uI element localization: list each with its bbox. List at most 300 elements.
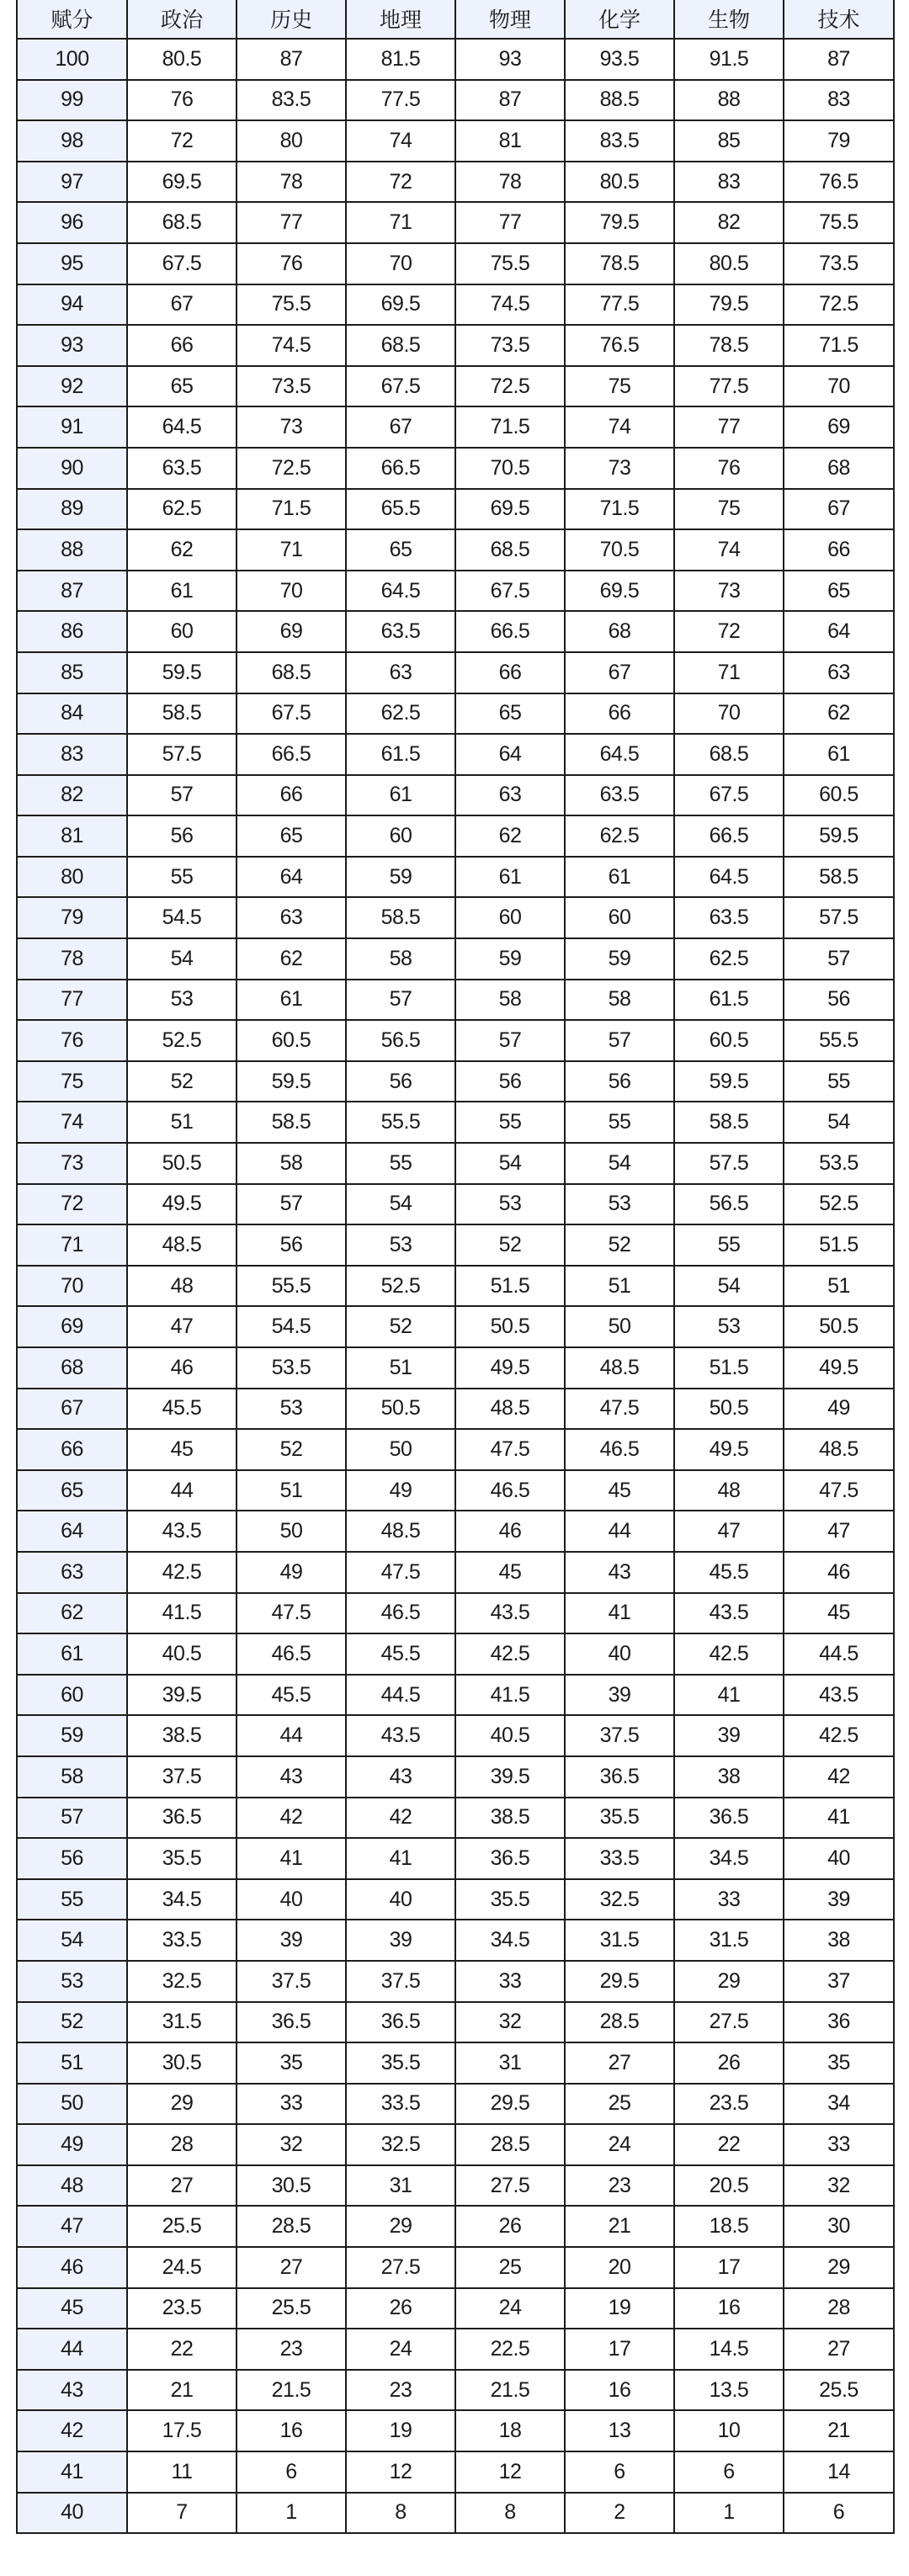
cell-geography: 50.5 bbox=[346, 1389, 455, 1430]
cell-chemistry: 69.5 bbox=[565, 571, 674, 612]
cell-physics: 29.5 bbox=[455, 2084, 565, 2125]
table-row bbox=[17, 611, 894, 652]
cell-geography: 65 bbox=[346, 529, 455, 571]
cell-politics: 22 bbox=[127, 2329, 237, 2370]
cell-geography: 70 bbox=[346, 243, 455, 284]
cell-physics: 47.5 bbox=[455, 1429, 565, 1470]
cell-geography: 19 bbox=[346, 2410, 455, 2451]
cell-technology: 44.5 bbox=[784, 1633, 894, 1675]
cell-biology: 13.5 bbox=[674, 2370, 784, 2411]
cell-technology: 29 bbox=[784, 2247, 894, 2288]
cell-assigned-score: 79 bbox=[17, 897, 127, 938]
cell-physics: 67.5 bbox=[455, 571, 565, 612]
cell-technology: 34 bbox=[784, 2084, 894, 2125]
cell-geography: 41 bbox=[346, 1838, 455, 1879]
cell-chemistry: 66 bbox=[565, 693, 674, 735]
cell-technology: 49 bbox=[784, 1389, 894, 1430]
cell-technology: 59.5 bbox=[784, 815, 894, 857]
cell-technology: 32 bbox=[784, 2165, 894, 2207]
cell-geography: 44.5 bbox=[346, 1675, 455, 1716]
cell-biology: 48 bbox=[674, 1470, 784, 1511]
cell-physics: 60 bbox=[455, 897, 565, 938]
cell-chemistry: 24 bbox=[565, 2124, 674, 2165]
cell-physics: 56 bbox=[455, 1061, 565, 1102]
cell-assigned-score: 71 bbox=[17, 1224, 127, 1266]
cell-politics: 67.5 bbox=[127, 243, 237, 284]
table-body bbox=[17, 39, 894, 2533]
cell-biology: 78.5 bbox=[674, 325, 784, 366]
cell-assigned-score: 42 bbox=[17, 2410, 127, 2451]
cell-biology: 72 bbox=[674, 611, 784, 652]
cell-history: 58.5 bbox=[237, 1102, 346, 1143]
cell-technology: 47.5 bbox=[784, 1470, 894, 1511]
cell-history: 23 bbox=[237, 2329, 346, 2370]
cell-history: 47.5 bbox=[237, 1593, 346, 1634]
cell-geography: 8 bbox=[346, 2493, 455, 2534]
cell-chemistry: 64.5 bbox=[565, 734, 674, 775]
cell-politics: 43.5 bbox=[127, 1511, 237, 1552]
cell-politics: 7 bbox=[127, 2493, 237, 2534]
header-physics: 物理 bbox=[455, 0, 565, 39]
cell-assigned-score: 43 bbox=[17, 2370, 127, 2411]
table-row bbox=[17, 2042, 894, 2084]
cell-chemistry: 83.5 bbox=[565, 120, 674, 162]
cell-technology: 51 bbox=[784, 1266, 894, 1307]
table-row bbox=[17, 1102, 894, 1143]
table-row bbox=[17, 734, 894, 775]
cell-technology: 67 bbox=[784, 489, 894, 530]
cell-geography: 66.5 bbox=[346, 448, 455, 489]
cell-technology: 72.5 bbox=[784, 284, 894, 326]
cell-history: 76 bbox=[237, 243, 346, 284]
table-row bbox=[17, 284, 894, 326]
table-row bbox=[17, 1879, 894, 1920]
cell-technology: 36 bbox=[784, 2002, 894, 2043]
cell-biology: 56.5 bbox=[674, 1184, 784, 1225]
table-row bbox=[17, 1838, 894, 1879]
cell-geography: 32.5 bbox=[346, 2124, 455, 2165]
header-biology: 生物 bbox=[674, 0, 784, 39]
cell-technology: 87 bbox=[784, 39, 894, 80]
cell-politics: 55 bbox=[127, 857, 237, 898]
cell-physics: 24 bbox=[455, 2288, 565, 2329]
cell-chemistry: 60 bbox=[565, 897, 674, 938]
cell-politics: 11 bbox=[127, 2451, 237, 2493]
table-row bbox=[17, 2410, 894, 2451]
cell-chemistry: 74 bbox=[565, 406, 674, 448]
table-row bbox=[17, 775, 894, 816]
cell-geography: 56.5 bbox=[346, 1020, 455, 1061]
cell-history: 60.5 bbox=[237, 1020, 346, 1061]
table-row bbox=[17, 1061, 894, 1102]
cell-assigned-score: 87 bbox=[17, 571, 127, 612]
cell-geography: 69.5 bbox=[346, 284, 455, 326]
cell-geography: 51 bbox=[346, 1347, 455, 1389]
cell-physics: 43.5 bbox=[455, 1593, 565, 1634]
cell-physics: 68.5 bbox=[455, 529, 565, 571]
cell-geography: 57 bbox=[346, 980, 455, 1021]
cell-assigned-score: 77 bbox=[17, 980, 127, 1021]
cell-chemistry: 2 bbox=[565, 2493, 674, 2534]
table-row bbox=[17, 2451, 894, 2493]
cell-technology: 37 bbox=[784, 1961, 894, 2002]
cell-geography: 46.5 bbox=[346, 1593, 455, 1634]
cell-history: 50 bbox=[237, 1511, 346, 1552]
cell-physics: 52 bbox=[455, 1224, 565, 1266]
cell-assigned-score: 73 bbox=[17, 1143, 127, 1184]
cell-technology: 52.5 bbox=[784, 1184, 894, 1225]
cell-history: 27 bbox=[237, 2247, 346, 2288]
cell-physics: 73.5 bbox=[455, 325, 565, 366]
cell-geography: 31 bbox=[346, 2165, 455, 2207]
cell-chemistry: 77.5 bbox=[565, 284, 674, 326]
cell-technology: 46 bbox=[784, 1552, 894, 1593]
cell-technology: 68 bbox=[784, 448, 894, 489]
cell-assigned-score: 76 bbox=[17, 1020, 127, 1061]
cell-chemistry: 53 bbox=[565, 1184, 674, 1225]
cell-politics: 49.5 bbox=[127, 1184, 237, 1225]
cell-geography: 27.5 bbox=[346, 2247, 455, 2288]
cell-physics: 78 bbox=[455, 162, 565, 203]
table-row bbox=[17, 1715, 894, 1756]
cell-history: 57 bbox=[237, 1184, 346, 1225]
cell-technology: 30 bbox=[784, 2206, 894, 2247]
table-row bbox=[17, 2084, 894, 2125]
cell-biology: 18.5 bbox=[674, 2206, 784, 2247]
cell-biology: 51.5 bbox=[674, 1347, 784, 1389]
cell-biology: 20.5 bbox=[674, 2165, 784, 2207]
table-row bbox=[17, 1675, 894, 1716]
cell-chemistry: 29.5 bbox=[565, 1961, 674, 2002]
cell-physics: 50.5 bbox=[455, 1306, 565, 1347]
cell-politics: 54.5 bbox=[127, 897, 237, 938]
cell-chemistry: 45 bbox=[565, 1470, 674, 1511]
cell-history: 53.5 bbox=[237, 1347, 346, 1389]
cell-assigned-score: 63 bbox=[17, 1552, 127, 1593]
cell-physics: 77 bbox=[455, 202, 565, 243]
cell-politics: 56 bbox=[127, 815, 237, 857]
table-row bbox=[17, 1266, 894, 1307]
cell-technology: 35 bbox=[784, 2042, 894, 2084]
cell-assigned-score: 86 bbox=[17, 611, 127, 652]
cell-geography: 24 bbox=[346, 2329, 455, 2370]
cell-physics: 28.5 bbox=[455, 2124, 565, 2165]
cell-history: 72.5 bbox=[237, 448, 346, 489]
table-row bbox=[17, 2124, 894, 2165]
cell-technology: 54 bbox=[784, 1102, 894, 1143]
cell-assigned-score: 83 bbox=[17, 734, 127, 775]
cell-chemistry: 80.5 bbox=[565, 162, 674, 203]
cell-history: 64 bbox=[237, 857, 346, 898]
cell-politics: 24.5 bbox=[127, 2247, 237, 2288]
cell-biology: 64.5 bbox=[674, 857, 784, 898]
cell-chemistry: 6 bbox=[565, 2451, 674, 2493]
table-row bbox=[17, 1511, 894, 1552]
table-row bbox=[17, 1593, 894, 1634]
cell-politics: 76 bbox=[127, 80, 237, 121]
cell-geography: 58.5 bbox=[346, 897, 455, 938]
cell-politics: 50.5 bbox=[127, 1143, 237, 1184]
cell-biology: 71 bbox=[674, 652, 784, 693]
cell-history: 59.5 bbox=[237, 1061, 346, 1102]
table-row bbox=[17, 2370, 894, 2411]
cell-technology: 27 bbox=[784, 2329, 894, 2370]
cell-politics: 23.5 bbox=[127, 2288, 237, 2329]
cell-assigned-score: 97 bbox=[17, 162, 127, 203]
cell-chemistry: 21 bbox=[565, 2206, 674, 2247]
cell-politics: 52 bbox=[127, 1061, 237, 1102]
cell-physics: 49.5 bbox=[455, 1347, 565, 1389]
cell-assigned-score: 78 bbox=[17, 938, 127, 980]
cell-assigned-score: 96 bbox=[17, 202, 127, 243]
cell-technology: 41 bbox=[784, 1798, 894, 1839]
cell-history: 33 bbox=[237, 2084, 346, 2125]
cell-history: 87 bbox=[237, 39, 346, 80]
table-row bbox=[17, 2247, 894, 2288]
cell-biology: 16 bbox=[674, 2288, 784, 2329]
cell-history: 80 bbox=[237, 120, 346, 162]
cell-biology: 22 bbox=[674, 2124, 784, 2165]
cell-assigned-score: 91 bbox=[17, 406, 127, 448]
cell-physics: 71.5 bbox=[455, 406, 565, 448]
cell-geography: 64.5 bbox=[346, 571, 455, 612]
table-row bbox=[17, 2493, 894, 2534]
cell-geography: 43 bbox=[346, 1756, 455, 1798]
cell-geography: 37.5 bbox=[346, 1961, 455, 2002]
cell-politics: 32.5 bbox=[127, 1961, 237, 2002]
cell-biology: 45.5 bbox=[674, 1552, 784, 1593]
table-row bbox=[17, 39, 894, 80]
cell-assigned-score: 94 bbox=[17, 284, 127, 326]
cell-politics: 25.5 bbox=[127, 2206, 237, 2247]
table-row bbox=[17, 120, 894, 162]
cell-history: 28.5 bbox=[237, 2206, 346, 2247]
cell-history: 73 bbox=[237, 406, 346, 448]
cell-assigned-score: 89 bbox=[17, 489, 127, 530]
cell-assigned-score: 46 bbox=[17, 2247, 127, 2288]
cell-geography: 59 bbox=[346, 857, 455, 898]
cell-biology: 73 bbox=[674, 571, 784, 612]
cell-assigned-score: 69 bbox=[17, 1306, 127, 1347]
cell-history: 49 bbox=[237, 1552, 346, 1593]
cell-biology: 79.5 bbox=[674, 284, 784, 326]
cell-politics: 38.5 bbox=[127, 1715, 237, 1756]
cell-technology: 21 bbox=[784, 2410, 894, 2451]
cell-geography: 60 bbox=[346, 815, 455, 857]
cell-physics: 35.5 bbox=[455, 1879, 565, 1920]
table-row bbox=[17, 1143, 894, 1184]
table-row bbox=[17, 1224, 894, 1266]
table-row bbox=[17, 406, 894, 448]
cell-technology: 76.5 bbox=[784, 162, 894, 203]
cell-technology: 40 bbox=[784, 1838, 894, 1879]
cell-history: 75.5 bbox=[237, 284, 346, 326]
cell-politics: 80.5 bbox=[127, 39, 237, 80]
cell-biology: 23.5 bbox=[674, 2084, 784, 2125]
table-row bbox=[17, 366, 894, 407]
cell-geography: 63.5 bbox=[346, 611, 455, 652]
cell-assigned-score: 44 bbox=[17, 2329, 127, 2370]
table-row bbox=[17, 1633, 894, 1675]
cell-assigned-score: 51 bbox=[17, 2042, 127, 2084]
cell-history: 44 bbox=[237, 1715, 346, 1756]
cell-biology: 14.5 bbox=[674, 2329, 784, 2370]
cell-chemistry: 75 bbox=[565, 366, 674, 407]
cell-history: 62 bbox=[237, 938, 346, 980]
cell-geography: 45.5 bbox=[346, 1633, 455, 1675]
cell-chemistry: 52 bbox=[565, 1224, 674, 1266]
cell-politics: 68.5 bbox=[127, 202, 237, 243]
cell-biology: 54 bbox=[674, 1266, 784, 1307]
cell-geography: 61.5 bbox=[346, 734, 455, 775]
cell-physics: 65 bbox=[455, 693, 565, 735]
cell-physics: 18 bbox=[455, 2410, 565, 2451]
cell-assigned-score: 41 bbox=[17, 2451, 127, 2493]
cell-technology: 14 bbox=[784, 2451, 894, 2493]
cell-geography: 74 bbox=[346, 120, 455, 162]
cell-geography: 35.5 bbox=[346, 2042, 455, 2084]
cell-assigned-score: 95 bbox=[17, 243, 127, 284]
cell-biology: 10 bbox=[674, 2410, 784, 2451]
cell-geography: 63 bbox=[346, 652, 455, 693]
cell-history: 41 bbox=[237, 1838, 346, 1879]
table-row bbox=[17, 693, 894, 735]
cell-geography: 62.5 bbox=[346, 693, 455, 735]
cell-history: 63 bbox=[237, 897, 346, 938]
cell-politics: 44 bbox=[127, 1470, 237, 1511]
cell-assigned-score: 75 bbox=[17, 1061, 127, 1102]
cell-chemistry: 70.5 bbox=[565, 529, 674, 571]
cell-chemistry: 51 bbox=[565, 1266, 674, 1307]
cell-biology: 26 bbox=[674, 2042, 784, 2084]
cell-history: 52 bbox=[237, 1429, 346, 1470]
cell-politics: 53 bbox=[127, 980, 237, 1021]
cell-chemistry: 23 bbox=[565, 2165, 674, 2207]
cell-technology: 25.5 bbox=[784, 2370, 894, 2411]
cell-chemistry: 63.5 bbox=[565, 775, 674, 816]
table-row bbox=[17, 202, 894, 243]
cell-physics: 75.5 bbox=[455, 243, 565, 284]
cell-chemistry: 50 bbox=[565, 1306, 674, 1347]
cell-biology: 55 bbox=[674, 1224, 784, 1266]
cell-chemistry: 31.5 bbox=[565, 1920, 674, 1961]
cell-geography: 77.5 bbox=[346, 80, 455, 121]
cell-chemistry: 40 bbox=[565, 1633, 674, 1675]
cell-geography: 67.5 bbox=[346, 366, 455, 407]
cell-chemistry: 20 bbox=[565, 2247, 674, 2288]
cell-history: 61 bbox=[237, 980, 346, 1021]
cell-history: 67.5 bbox=[237, 693, 346, 735]
cell-assigned-score: 54 bbox=[17, 1920, 127, 1961]
cell-assigned-score: 70 bbox=[17, 1266, 127, 1307]
cell-technology: 42 bbox=[784, 1756, 894, 1798]
cell-technology: 55 bbox=[784, 1061, 894, 1102]
cell-biology: 62.5 bbox=[674, 938, 784, 980]
cell-chemistry: 33.5 bbox=[565, 1838, 674, 1879]
table-row bbox=[17, 1020, 894, 1061]
cell-assigned-score: 84 bbox=[17, 693, 127, 735]
cell-politics: 39.5 bbox=[127, 1675, 237, 1716]
cell-history: 70 bbox=[237, 571, 346, 612]
cell-history: 65 bbox=[237, 815, 346, 857]
table-row bbox=[17, 325, 894, 366]
table-row bbox=[17, 1756, 894, 1798]
table-row bbox=[17, 243, 894, 284]
cell-biology: 27.5 bbox=[674, 2002, 784, 2043]
cell-physics: 33 bbox=[455, 1961, 565, 2002]
cell-history: 25.5 bbox=[237, 2288, 346, 2329]
cell-chemistry: 57 bbox=[565, 1020, 674, 1061]
cell-technology: 57.5 bbox=[784, 897, 894, 938]
cell-politics: 35.5 bbox=[127, 1838, 237, 1879]
cell-geography: 52.5 bbox=[346, 1266, 455, 1307]
table-row bbox=[17, 2288, 894, 2329]
cell-politics: 57.5 bbox=[127, 734, 237, 775]
cell-assigned-score: 55 bbox=[17, 1879, 127, 1920]
cell-biology: 61.5 bbox=[674, 980, 784, 1021]
cell-physics: 22.5 bbox=[455, 2329, 565, 2370]
cell-biology: 47 bbox=[674, 1511, 784, 1552]
cell-biology: 67.5 bbox=[674, 775, 784, 816]
cell-geography: 49 bbox=[346, 1470, 455, 1511]
cell-physics: 74.5 bbox=[455, 284, 565, 326]
cell-history: 66 bbox=[237, 775, 346, 816]
cell-biology: 36.5 bbox=[674, 1798, 784, 1839]
cell-chemistry: 13 bbox=[565, 2410, 674, 2451]
cell-biology: 66.5 bbox=[674, 815, 784, 857]
cell-biology: 75 bbox=[674, 489, 784, 530]
cell-physics: 48.5 bbox=[455, 1389, 565, 1430]
cell-assigned-score: 72 bbox=[17, 1184, 127, 1225]
cell-physics: 59 bbox=[455, 938, 565, 980]
cell-history: 21.5 bbox=[237, 2370, 346, 2411]
cell-politics: 27 bbox=[127, 2165, 237, 2207]
cell-physics: 41.5 bbox=[455, 1675, 565, 1716]
cell-politics: 69.5 bbox=[127, 162, 237, 203]
cell-politics: 63.5 bbox=[127, 448, 237, 489]
cell-geography: 48.5 bbox=[346, 1511, 455, 1552]
table-row bbox=[17, 2002, 894, 2043]
cell-biology: 85 bbox=[674, 120, 784, 162]
header-politics: 政治 bbox=[127, 0, 237, 39]
cell-geography: 52 bbox=[346, 1306, 455, 1347]
table-row bbox=[17, 1798, 894, 1839]
cell-politics: 58.5 bbox=[127, 693, 237, 735]
cell-geography: 12 bbox=[346, 2451, 455, 2493]
cell-technology: 70 bbox=[784, 366, 894, 407]
cell-politics: 59.5 bbox=[127, 652, 237, 693]
cell-politics: 48 bbox=[127, 1266, 237, 1307]
cell-politics: 64.5 bbox=[127, 406, 237, 448]
cell-physics: 61 bbox=[455, 857, 565, 898]
cell-history: 53 bbox=[237, 1389, 346, 1430]
cell-assigned-score: 52 bbox=[17, 2002, 127, 2043]
cell-history: 71.5 bbox=[237, 489, 346, 530]
cell-politics: 62.5 bbox=[127, 489, 237, 530]
cell-assigned-score: 40 bbox=[17, 2493, 127, 2534]
cell-technology: 61 bbox=[784, 734, 894, 775]
cell-biology: 77 bbox=[674, 406, 784, 448]
cell-physics: 81 bbox=[455, 120, 565, 162]
cell-geography: 81.5 bbox=[346, 39, 455, 80]
cell-chemistry: 19 bbox=[565, 2288, 674, 2329]
cell-technology: 65 bbox=[784, 571, 894, 612]
table-row bbox=[17, 80, 894, 121]
cell-biology: 49.5 bbox=[674, 1429, 784, 1470]
cell-politics: 45 bbox=[127, 1429, 237, 1470]
cell-politics: 61 bbox=[127, 571, 237, 612]
cell-biology: 80.5 bbox=[674, 243, 784, 284]
